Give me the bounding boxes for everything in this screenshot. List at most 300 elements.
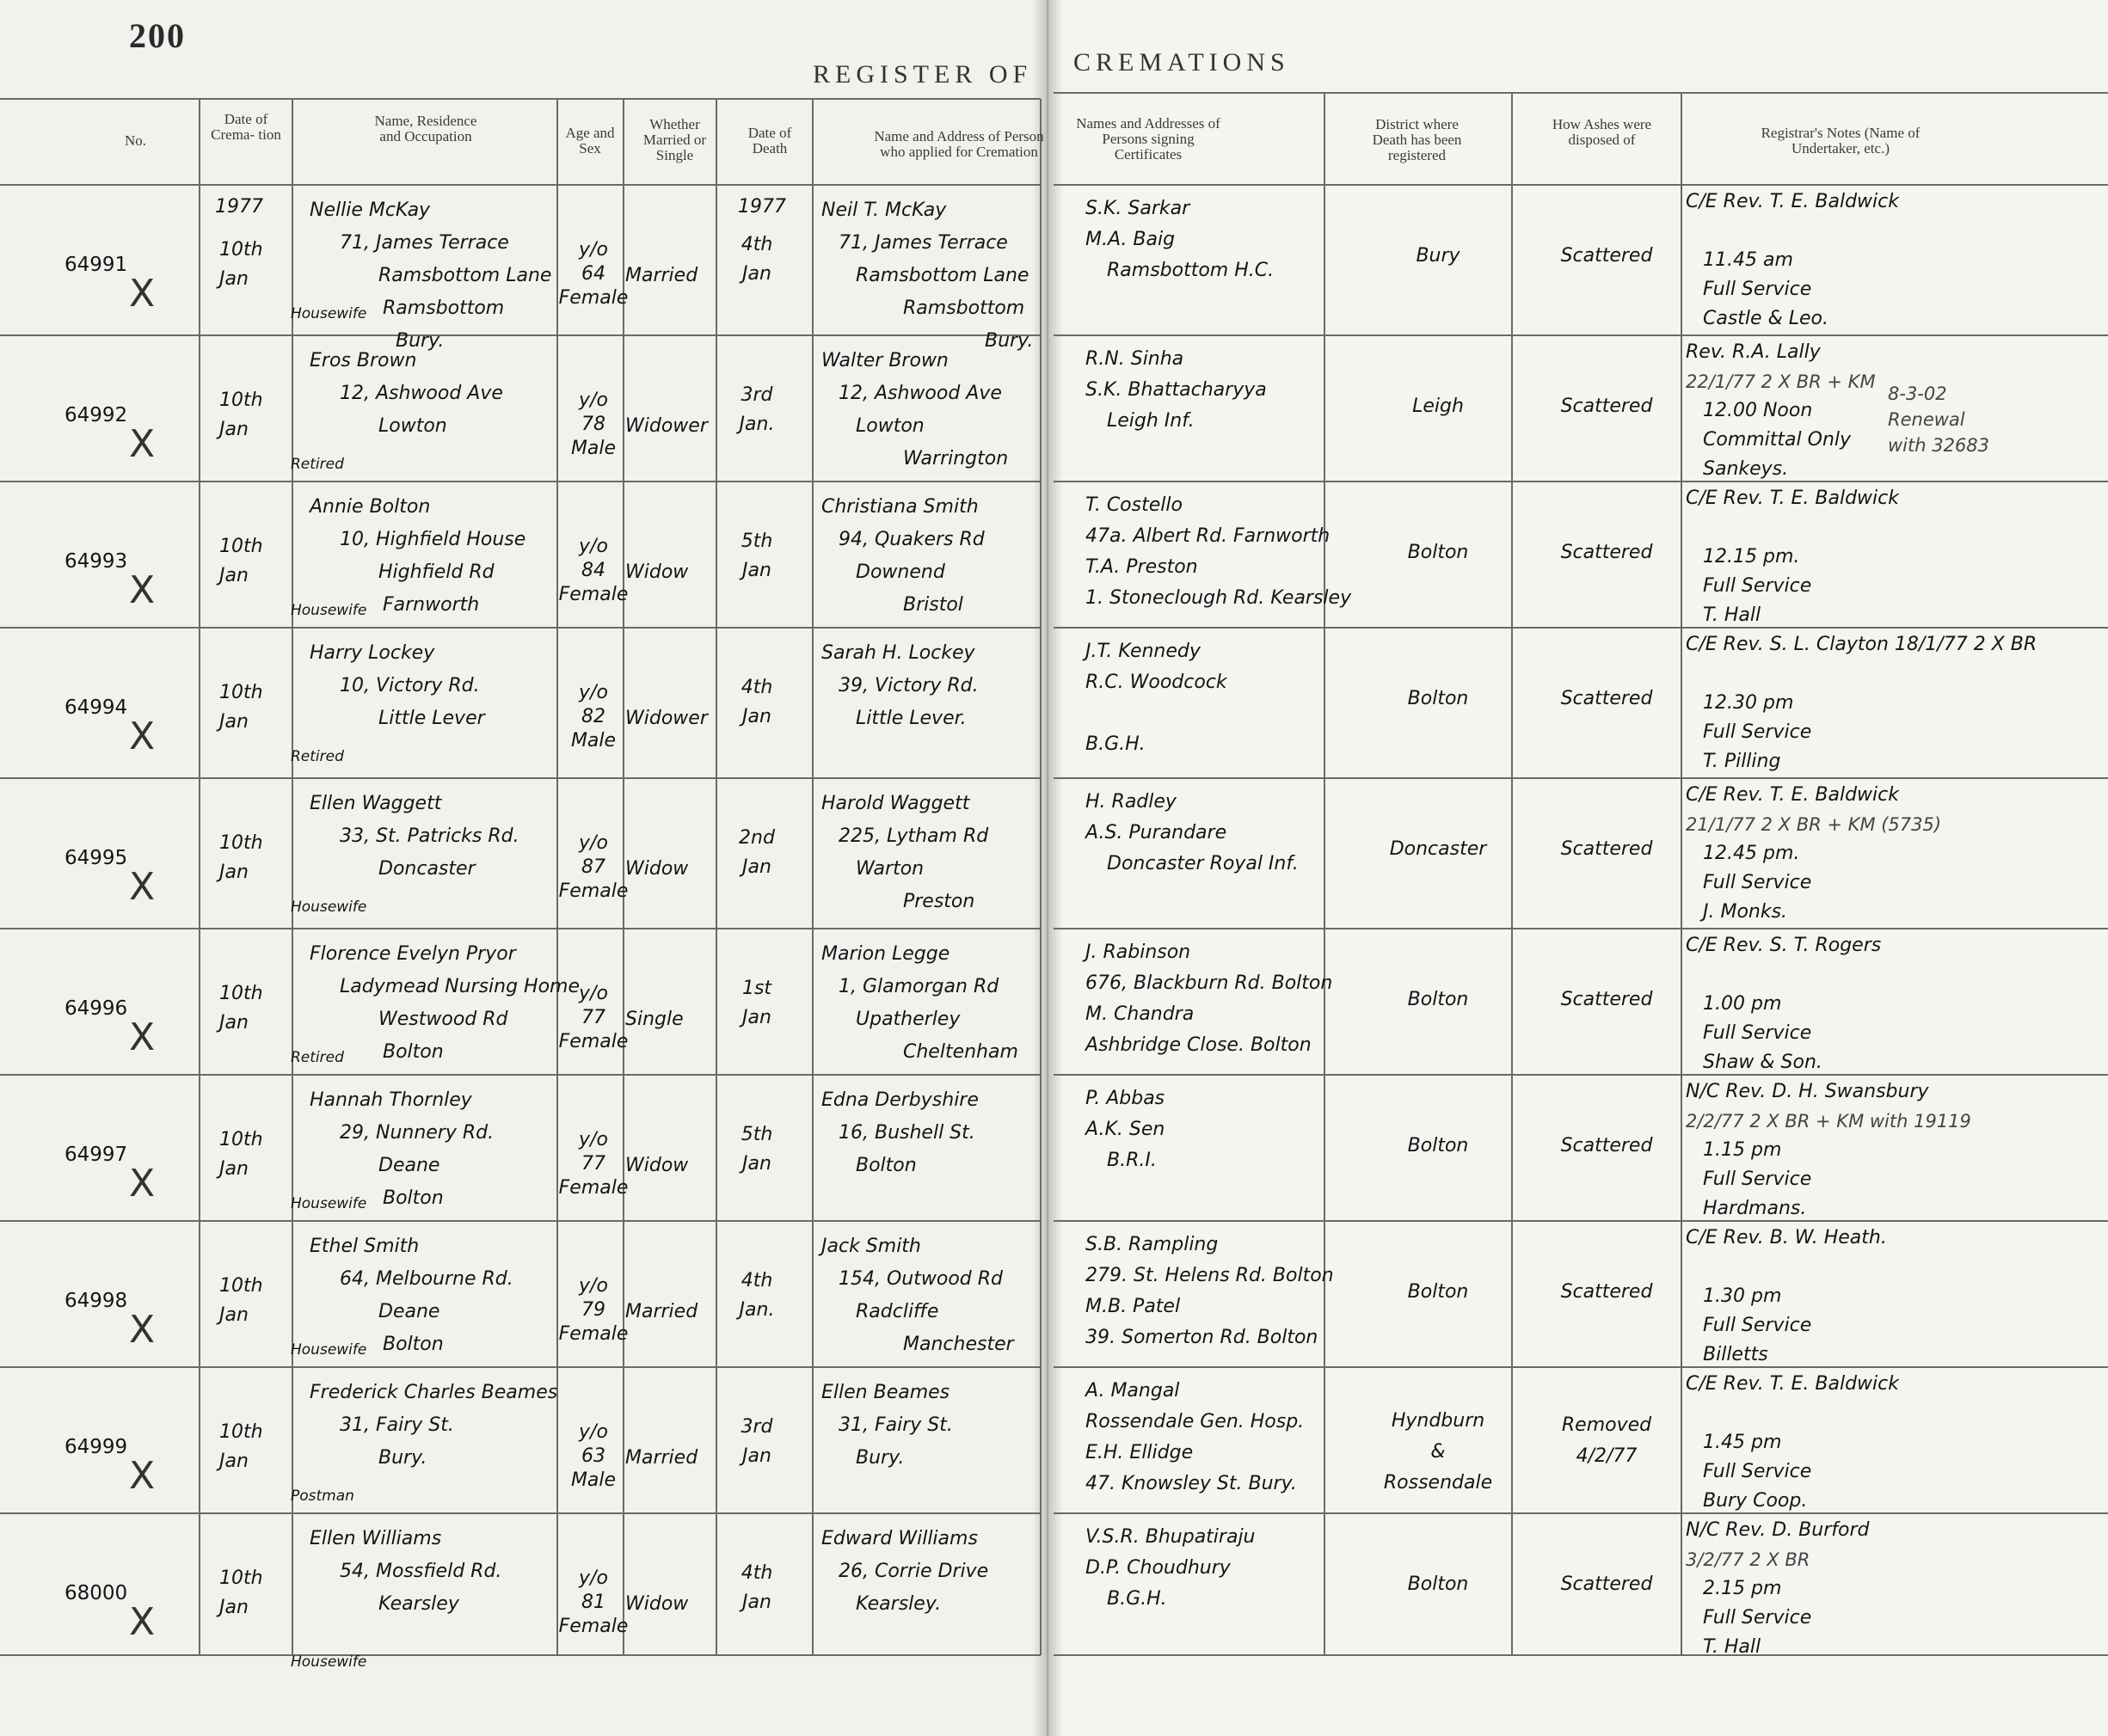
registrar-note: 1.30 pm [1703,1285,1782,1307]
death-date: Jan [742,560,771,581]
occupation: Housewife [291,305,367,322]
applicant-address: Little Lever. [856,708,967,729]
certificate-signer: D.P. Choudhury [1085,1557,1231,1579]
death-date: Jan [742,1445,771,1467]
cremation-date: Jan [219,268,249,290]
death-date: 5th [741,531,773,552]
marital-status: Married [625,1301,698,1322]
age-sex: y/o [579,682,608,703]
age-sex: y/o [579,832,608,854]
deceased-name: Ellen Williams [310,1528,442,1549]
certificate-signer: S.K. Bhattacharyya [1085,379,1267,401]
registrar-note: 3/2/77 2 X BR [1686,1549,1810,1570]
residence-line: Doncaster [378,858,476,880]
residence-line: Deane [378,1155,440,1176]
death-district: Hyndburn [1391,1410,1485,1432]
applicant-name: Walter Brown [821,350,949,371]
deceased-name: Frederick Charles Beames [310,1382,558,1403]
applicant-name: Marion Legge [821,943,950,965]
cremation-date: Jan [219,1304,249,1326]
applicant-address: Warton [856,858,925,880]
deceased-name: Hannah Thornley [310,1089,472,1111]
registrar-note: Full Service [1703,721,1812,743]
certificate-signer: A.K. Sen [1085,1119,1165,1140]
cremation-date: 10th [219,682,263,703]
death-date: 4th [741,234,773,255]
applicant-address: 71, James Terrace [839,232,1008,254]
certificate-signer: Leigh Inf. [1107,410,1195,432]
check-mark: X [129,1015,156,1059]
residence-line: 64, Melbourne Rd. [340,1268,513,1290]
header-date-death: Date of Death [747,125,792,156]
check-mark: X [129,865,156,909]
cremation-date: 10th [219,239,263,261]
age-sex: Female [558,584,629,605]
registrar-note: Full Service [1703,1607,1812,1629]
applicant-address: 225, Lytham Rd [839,825,989,847]
registrar-note: C/E Rev. B. W. Heath. [1686,1227,1887,1248]
residence-line: Westwood Rd [378,1009,508,1030]
ashes-disposal: Scattered [1560,396,1653,417]
certificate-signer: M.A. Baig [1085,229,1176,250]
cremation-date: Jan [219,862,249,883]
death-date: 4th [741,1270,773,1291]
residence-line: Ramsbottom Lane [378,265,552,286]
header-notes: Registrar's Notes (Name of Undertaker, etc.) [1761,125,1921,156]
header-age-sex: Age and Sex [565,125,615,156]
register-title-right: CREMATIONS [1073,48,1290,77]
applicant-address: 12, Ashwood Ave [839,383,1002,404]
applicant-address: Bury. [856,1447,905,1469]
residence-line: 10, Victory Rd. [340,675,480,696]
applicant-name: Sarah H. Lockey [821,642,975,664]
entry-number: 64991 [65,254,128,276]
header-signers: Names and Addresses of Persons signing Certificates [1076,115,1220,163]
residence-line: 71, James Terrace [340,232,509,254]
occupation: Housewife [291,602,367,619]
registrar-note: Shaw & Son. [1703,1052,1822,1073]
applicant-address: Ramsbottom [903,298,1025,319]
applicant-address: 94, Quakers Rd [839,529,985,550]
marital-status: Married [625,1447,698,1469]
registrar-note: 1.45 pm [1703,1432,1782,1453]
applicant-address: Preston [903,891,975,912]
header-applicant: Name and Address of Person who applied for Cremation [874,128,1044,160]
header-name: Name, Residence and Occupation [374,113,477,144]
death-date: Jan [742,1007,771,1028]
renewal-note: with 32683 [1888,435,1990,456]
applicant-address: Cheltenham [903,1041,1018,1063]
cremation-date: Jan [219,565,249,586]
certificate-signer: M.B. Patel [1085,1296,1181,1317]
residence-line: Highfield Rd [378,561,495,583]
applicant-address: Ramsbottom Lane [856,265,1029,286]
applicant-address: Lowton [856,415,925,437]
marital-status: Widower [625,415,708,437]
check-mark: X [129,422,156,466]
death-year: 1977 [738,196,786,218]
age-sex: Male [570,438,617,459]
registrar-note: Committal Only [1703,429,1852,451]
age-sex: 77 [581,1007,605,1028]
residence-line: Bury. [396,330,445,352]
death-date: 2nd [739,827,775,849]
registrar-note: 1.00 pm [1703,993,1782,1015]
certificate-signer: S.K. Sarkar [1085,198,1190,219]
certificate-signer: B.G.H. [1107,1588,1167,1610]
certificate-signer: M. Chandra [1085,1003,1195,1025]
cremation-date: 10th [219,1567,263,1589]
death-date: Jan. [739,1299,775,1321]
certificate-signer: A.S. Purandare [1085,822,1227,843]
residence-line: 10, Highfield House [340,529,526,550]
registrar-note: 21/1/77 2 X BR + KM (5735) [1686,814,1942,835]
applicant-address: Kearsley. [856,1593,942,1615]
occupation: Retired [291,456,344,473]
death-district: Bolton [1407,989,1469,1010]
registrar-note: Full Service [1703,1315,1812,1336]
deceased-name: Florence Evelyn Pryor [310,943,516,965]
header-ashes: How Ashes were disposed of [1552,116,1652,148]
deceased-name: Annie Bolton [310,496,431,518]
ashes-disposal: Scattered [1560,838,1653,860]
death-district: & [1430,1441,1446,1463]
occupation: Housewife [291,1341,367,1359]
registrar-note: T. Hall [1703,1636,1761,1658]
entry-number: 64993 [65,550,128,573]
registrar-note: 2/2/77 2 X BR + KM with 19119 [1686,1111,1971,1132]
cremation-date: 10th [219,1275,263,1297]
cremation-date: 10th [219,536,263,557]
certificate-signer: S.B. Rampling [1085,1234,1219,1255]
occupation: Housewife [291,1195,367,1212]
applicant-address: 26, Corrie Drive [839,1561,989,1582]
age-sex: 63 [581,1445,605,1467]
residence-line: 33, St. Patricks Rd. [340,825,519,847]
residence-line: Ladymead Nursing Home [340,976,581,997]
entry-number: 64995 [65,847,128,869]
certificate-signer: 39. Somerton Rd. Bolton [1085,1327,1318,1348]
residence-line: Deane [378,1301,440,1322]
deceased-name: Eros Brown [310,350,417,371]
death-date: 3rd [741,384,773,406]
death-date: 1st [741,978,772,999]
ashes-disposal: Scattered [1560,1281,1653,1303]
applicant-address: 39, Victory Rd. [839,675,979,696]
death-district: Rossendale [1383,1472,1493,1494]
marital-status: Widow [625,1155,689,1176]
death-date: Jan [742,856,771,878]
age-sex: Male [570,1469,617,1491]
certificate-signer: Rossendale Gen. Hosp. [1085,1411,1305,1432]
applicant-address: Downend [856,561,945,583]
cremation-date: Jan [219,1158,249,1180]
registrar-note: C/E Rev. T. E. Baldwick [1686,784,1899,806]
registrar-note: T. Hall [1703,604,1761,626]
occupation: Postman [291,1488,354,1505]
ashes-disposal: Scattered [1560,1135,1653,1156]
registrar-note: C/E Rev. S. T. Rogers [1686,935,1882,956]
applicant-address: Manchester [903,1334,1014,1355]
occupation: Housewife [291,899,367,916]
registrar-note: Billetts [1703,1344,1768,1365]
ashes-disposal: 4/2/77 [1576,1445,1638,1467]
certificate-signer: J. Rabinson [1085,942,1191,963]
age-sex: Female [558,1177,629,1199]
applicant-name: Christiana Smith [821,496,979,518]
residence-line: Kearsley [378,1593,459,1615]
registrar-note: J. Monks. [1703,901,1788,923]
applicant-address: 31, Fairy St. [839,1414,953,1436]
deceased-name: Harry Lockey [310,642,435,664]
applicant-address: Bristol [903,594,963,616]
header-married: Whether Married or Single [642,116,707,163]
death-date: Jan. [739,414,775,435]
death-district: Bolton [1407,1573,1469,1595]
death-district: Bolton [1407,1135,1469,1156]
cremation-date: Jan [219,711,249,733]
applicant-address: Warrington [903,448,1009,469]
header-date-cremation: Date of Crema- tion [211,111,281,143]
entry-number: 64998 [65,1290,128,1312]
applicant-name: Harold Waggett [821,793,970,814]
registrar-note: C/E Rev. T. E. Baldwick [1686,1373,1899,1395]
certificate-signer: A. Mangal [1085,1380,1180,1402]
marital-status: Widow [625,1593,689,1615]
certificate-signer: R.C. Woodcock [1085,672,1227,693]
registrar-note: Full Service [1703,575,1812,597]
death-district: Bolton [1407,542,1469,563]
certificate-signer: T.A. Preston [1085,556,1198,578]
certificate-signer: B.R.I. [1107,1150,1157,1171]
residence-line: 12, Ashwood Ave [340,383,503,404]
deceased-name: Ethel Smith [310,1236,420,1257]
ashes-disposal: Scattered [1560,1573,1653,1595]
age-sex: y/o [579,1129,608,1150]
death-date: 4th [741,677,773,698]
renewal-note: 8-3-02 [1888,383,1947,404]
age-sex: Female [558,287,629,309]
registrar-note: C/E Rev. T. E. Baldwick [1686,191,1899,212]
entry-number: 64997 [65,1144,128,1166]
death-date: 3rd [741,1416,773,1438]
age-sex: y/o [579,390,608,411]
residence-line: Bolton [383,1041,444,1063]
age-sex: y/o [579,536,608,557]
death-date: Jan [742,1153,771,1175]
registrar-note: N/C Rev. D. H. Swansbury [1686,1081,1929,1102]
applicant-address: 1, Glamorgan Rd [839,976,999,997]
entry-number: 64992 [65,404,128,426]
certificate-signer: 279. St. Helens Rd. Bolton [1085,1265,1334,1286]
registrar-note: N/C Rev. D. Burford [1686,1519,1870,1541]
cremation-date: 10th [219,1421,263,1443]
entry-number: 64996 [65,997,128,1020]
entry-number: 68000 [65,1582,128,1604]
register-title-left: REGISTER OF [813,60,1033,89]
marital-status: Widow [625,561,689,583]
certificate-signer: J.T. Kennedy [1085,641,1201,662]
check-mark: X [129,1308,156,1352]
certificate-signer: Doncaster Royal Inf. [1107,853,1299,874]
registrar-note: 12.30 pm [1703,692,1794,714]
registrar-note: Full Service [1703,279,1812,300]
applicant-address: 154, Outwood Rd [839,1268,1003,1290]
residence-line: Bolton [383,1187,444,1209]
death-district: Bolton [1407,688,1469,709]
check-mark: X [129,1454,156,1498]
death-district: Doncaster [1389,838,1487,860]
residence-line: 31, Fairy St. [340,1414,454,1436]
check-mark: X [129,1600,156,1644]
registrar-note: Full Service [1703,1461,1812,1482]
header-no: No. [124,132,147,149]
registrar-note: 22/1/77 2 X BR + KM [1686,371,1876,392]
cremation-date: 10th [219,1129,263,1150]
deceased-name: Nellie McKay [310,199,431,221]
residence-line: Bolton [383,1334,444,1355]
age-sex: 84 [581,560,605,581]
page-number: 200 [129,16,186,55]
certificate-signer: 47a. Albert Rd. Farnworth [1085,525,1331,547]
death-date: Jan [742,1592,771,1613]
certificate-signer: T. Costello [1085,494,1183,516]
age-sex: y/o [579,1567,608,1589]
applicant-address: 16, Bushell St. [839,1122,975,1144]
cremation-date: Jan [219,1451,249,1472]
occupation: Housewife [291,1653,367,1671]
cremation-date: 10th [219,390,263,411]
registrar-note: C/E Rev. T. E. Baldwick [1686,488,1899,509]
deceased-name: Ellen Waggett [310,793,442,814]
certificate-signer: B.G.H. [1085,733,1146,755]
marital-status: Widower [625,708,708,729]
death-district: Bury [1416,245,1460,267]
residence-line: Farnworth [383,594,480,616]
ashes-disposal: Removed [1561,1414,1652,1436]
age-sex: Female [558,880,629,902]
death-district: Bolton [1407,1281,1469,1303]
age-sex: y/o [579,1421,608,1443]
check-mark: X [129,715,156,758]
age-sex: y/o [579,983,608,1004]
renewal-note: Renewal [1888,409,1965,430]
certificate-signer: R.N. Sinha [1085,348,1184,370]
cremation-date: 10th [219,832,263,854]
registrar-note: 1.15 pm [1703,1139,1782,1161]
occupation: Retired [291,1049,344,1066]
age-sex: 87 [581,856,605,878]
residence-line: 29, Nunnery Rd. [340,1122,495,1144]
age-sex: 81 [581,1592,605,1613]
residence-line: Little Lever [378,708,485,729]
registrar-note: C/E Rev. S. L. Clayton 18/1/77 2 X BR [1686,634,2037,655]
registrar-note: 2.15 pm [1703,1578,1782,1599]
marital-status: Single [625,1009,684,1030]
applicant-name: Edna Derbyshire [821,1089,979,1111]
certificate-signer: 676, Blackburn Rd. Bolton [1085,972,1333,994]
ashes-disposal: Scattered [1560,989,1653,1010]
age-sex: Female [558,1323,629,1345]
cremation-date: Jan [219,1597,249,1618]
cremation-date: Jan [219,1012,249,1034]
age-sex: Female [558,1616,629,1637]
age-sex: 79 [581,1299,605,1321]
certificate-signer: 47. Knowsley St. Bury. [1085,1473,1297,1494]
age-sex: 82 [581,706,605,727]
death-date: Jan [742,263,771,285]
check-mark: X [129,272,156,316]
age-sex: 77 [581,1153,605,1175]
registrar-note: Rev. R.A. Lally [1686,341,1821,363]
applicant-address: Upatherley [856,1009,961,1030]
marital-status: Married [625,265,698,286]
age-sex: y/o [579,1275,608,1297]
cremation-year: 1977 [215,196,263,218]
age-sex: Male [570,730,617,751]
residence-line: 54, Mossfield Rd. [340,1561,502,1582]
certificate-signer: 1. Stoneclough Rd. Kearsley [1085,587,1352,609]
registrar-note: 12.00 Noon [1703,400,1813,421]
death-date: 4th [741,1562,773,1584]
age-sex: 64 [581,263,605,285]
age-sex: y/o [579,239,608,261]
death-date: 5th [741,1124,773,1145]
registrar-note: Bury Coop. [1703,1490,1808,1512]
applicant-address: Bolton [856,1155,917,1176]
entry-number: 64999 [65,1436,128,1458]
registrar-note: Full Service [1703,872,1812,893]
registrar-note: 11.45 am [1703,249,1793,271]
residence-line: Ramsbottom [383,298,505,319]
registrar-note: 12.15 pm. [1703,546,1800,567]
death-district: Leigh [1412,396,1464,417]
certificate-signer: V.S.R. Bhupatiraju [1085,1526,1256,1548]
cremation-date: Jan [219,419,249,440]
cremation-date: 10th [219,983,263,1004]
registrar-note: T. Pilling [1703,751,1781,772]
registrar-note: Full Service [1703,1169,1812,1190]
registrar-note: Sankeys. [1703,458,1789,480]
certificate-signer: H. Radley [1085,791,1177,813]
ashes-disposal: Scattered [1560,542,1653,563]
age-sex: Female [558,1031,629,1052]
certificate-signer: P. Abbas [1085,1088,1165,1109]
check-mark: X [129,1162,156,1205]
certificate-signer: Ramsbottom H.C. [1107,260,1275,281]
certificate-signer: E.H. Ellidge [1085,1442,1194,1463]
applicant-name: Ellen Beames [821,1382,950,1403]
applicant-name: Jack Smith [821,1236,921,1257]
registrar-note: Hardmans. [1703,1198,1807,1219]
applicant-address: Bury. [985,330,1034,352]
registrar-note: 12.45 pm. [1703,843,1800,864]
residence-line: Lowton [378,415,447,437]
ashes-disposal: Scattered [1560,688,1653,709]
applicant-address: Radcliffe [856,1301,939,1322]
occupation: Retired [291,748,344,765]
applicant-name: Neil T. McKay [821,199,947,221]
certificate-signer: Ashbridge Close. Bolton [1085,1034,1312,1056]
marital-status: Widow [625,858,689,880]
entry-number: 64994 [65,696,128,719]
ashes-disposal: Scattered [1560,245,1653,267]
death-date: Jan [742,706,771,727]
registrar-note: Castle & Leo. [1703,308,1828,329]
age-sex: 78 [581,414,605,435]
residence-line: Bury. [378,1447,427,1469]
header-district: District where Death has been registered [1372,116,1462,163]
